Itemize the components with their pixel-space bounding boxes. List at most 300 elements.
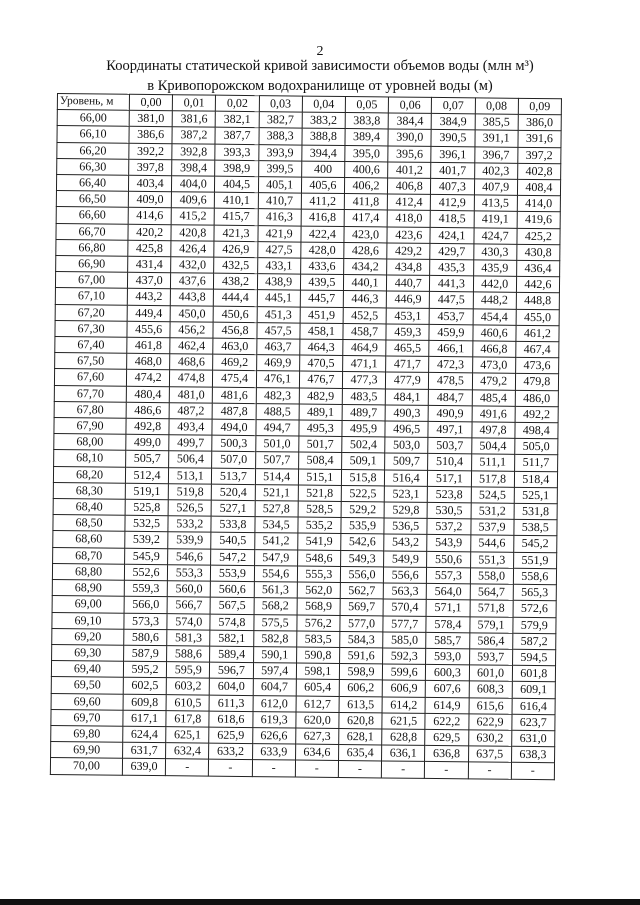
volume-cell: 606,2 — [339, 680, 382, 697]
volume-cell: 486,6 — [126, 402, 169, 419]
volume-cell: 410,7 — [258, 193, 301, 210]
volume-cell: 505,0 — [514, 439, 557, 456]
volume-cell: 407,9 — [474, 179, 517, 196]
volume-cell: 450,0 — [170, 305, 213, 322]
volume-cell: 416,8 — [301, 209, 344, 226]
volume-cell: 410,1 — [215, 192, 258, 209]
volume-cell: 579,9 — [513, 617, 556, 634]
volume-cell: 505,7 — [126, 451, 169, 468]
volume-cell: 471,7 — [386, 356, 429, 373]
volume-cell: 389,4 — [345, 129, 388, 146]
volume-cell: 618,6 — [209, 711, 252, 728]
volume-cell: 405,6 — [301, 177, 344, 194]
volume-cell: 562,7 — [340, 583, 383, 600]
volume-cell: 408,4 — [517, 179, 560, 196]
volume-cell: 534,5 — [254, 517, 297, 534]
volume-cell: 397,8 — [129, 159, 172, 176]
volume-cell: 426,4 — [171, 241, 214, 258]
volume-cell: 420,2 — [128, 224, 171, 241]
volume-cell: 400 — [301, 161, 344, 178]
volume-cell: 451,9 — [300, 307, 343, 324]
level-cell: 67,50 — [55, 353, 127, 370]
volume-cell: 586,4 — [469, 633, 512, 650]
level-cell: 67,00 — [55, 272, 127, 289]
volume-cell: 428,6 — [344, 242, 387, 259]
volume-cell: 497,1 — [428, 421, 471, 438]
volume-cell: 443,8 — [170, 289, 213, 306]
volume-cell: 429,2 — [387, 243, 430, 260]
volume-cell: 631,0 — [511, 730, 554, 747]
volume-cell: 593,7 — [469, 649, 512, 666]
volume-cell: 567,5 — [210, 597, 253, 614]
volume-cell: 626,6 — [252, 728, 295, 745]
volume-cell: - — [381, 761, 424, 778]
volume-cell: 430,8 — [516, 244, 559, 261]
level-cell: 67,20 — [55, 304, 127, 321]
document-title-line2: в Кривопорожском водохранилище от уровней воды (м) — [147, 78, 493, 94]
volume-cell: 412,9 — [431, 195, 474, 212]
volume-cell: 511,1 — [471, 454, 514, 471]
volume-cell: 552,6 — [124, 564, 167, 581]
volume-cell: 446,9 — [386, 291, 429, 308]
volume-cell: 495,3 — [299, 420, 342, 437]
volume-cell: 499,0 — [126, 435, 169, 452]
volume-cell: 481,0 — [169, 386, 212, 403]
volume-cell: 531,2 — [471, 503, 514, 520]
volume-cell: 435,3 — [430, 259, 473, 276]
level-cell: 67,40 — [55, 337, 127, 354]
volume-cell: 463,7 — [256, 339, 299, 356]
volume-cell: 541,9 — [297, 534, 340, 551]
volume-cell: 578,4 — [426, 616, 469, 633]
volume-cell: 537,9 — [470, 519, 513, 536]
volume-cell: 612,0 — [253, 695, 296, 712]
volume-cell: 509,1 — [342, 453, 385, 470]
volume-cell: 392,2 — [129, 143, 172, 160]
volume-cell: 445,7 — [300, 290, 343, 307]
volume-cell: 520,4 — [212, 484, 255, 501]
volume-cell: 485,4 — [472, 390, 515, 407]
volume-cell: 541,2 — [254, 533, 297, 550]
volume-cell: 456,2 — [170, 322, 213, 339]
volume-cell: 582,8 — [253, 630, 296, 647]
volume-cell: 442,0 — [473, 276, 516, 293]
volume-cell: 575,5 — [253, 614, 296, 631]
volume-cell: 417,4 — [344, 210, 387, 227]
volume-cell: 561,3 — [254, 582, 297, 599]
volume-cell: 501,7 — [298, 436, 341, 453]
volume-cell: 583,5 — [296, 631, 339, 648]
volume-cell: 553,9 — [211, 565, 254, 582]
volume-cell: 614,9 — [425, 697, 468, 714]
volume-cell: 387,7 — [215, 128, 258, 145]
volume-cell: 555,3 — [297, 566, 340, 583]
volume-cell: 386,6 — [129, 127, 172, 144]
level-cell: 66,20 — [57, 142, 129, 159]
volume-cell: 636,1 — [382, 745, 425, 762]
volume-cell: 624,4 — [123, 726, 166, 743]
level-cell: 67,80 — [54, 401, 126, 418]
volume-cell: 587,2 — [512, 633, 555, 650]
volume-cell: 406,8 — [388, 178, 431, 195]
level-cell: 68,60 — [53, 531, 125, 548]
volume-cell: 386,0 — [518, 115, 561, 132]
volume-cell: 400,6 — [345, 161, 388, 178]
header-cell: 0,04 — [302, 96, 345, 113]
volume-cell: 464,3 — [300, 339, 343, 356]
level-cell: 68,20 — [53, 466, 125, 483]
volume-cell: 398,4 — [172, 160, 215, 177]
volume-cell: 391,1 — [474, 130, 517, 147]
volume-cell: 589,4 — [210, 646, 253, 663]
volume-cell: 496,5 — [385, 421, 428, 438]
volume-cell: 537,2 — [427, 519, 470, 536]
volume-cell: 489,1 — [299, 404, 342, 421]
volume-cell: 463,0 — [213, 338, 256, 355]
volume-cell: 603,2 — [166, 678, 209, 695]
volume-cell: 507,7 — [255, 452, 298, 469]
volume-cell: 544,6 — [470, 535, 513, 552]
volume-cell: 412,4 — [387, 194, 430, 211]
volume-cell: 438,9 — [257, 274, 300, 291]
level-cell: 69,70 — [51, 709, 123, 726]
volume-cell: 492,8 — [126, 418, 169, 435]
volume-cell: 403,4 — [128, 175, 171, 192]
volume-cell: 513,1 — [169, 467, 212, 484]
level-cell: 68,80 — [52, 563, 124, 580]
volume-cell: 486,0 — [515, 390, 558, 407]
volume-cell: 595,2 — [123, 661, 166, 678]
volume-cell: 543,2 — [384, 534, 427, 551]
volume-cell: 433,1 — [257, 258, 300, 275]
volume-cell: 553,3 — [168, 565, 211, 582]
volume-cell: 462,4 — [170, 338, 213, 355]
volume-cell: 445,1 — [257, 290, 300, 307]
volume-cell: 596,7 — [210, 662, 253, 679]
volume-cell: 476,7 — [299, 372, 342, 389]
volume-cell: 621,5 — [382, 713, 425, 730]
volume-cell: 453,7 — [429, 308, 472, 325]
level-cell: 68,30 — [53, 482, 125, 499]
volume-cell: 533,2 — [168, 516, 211, 533]
volume-cell: 419,6 — [517, 212, 560, 229]
volume-cell: 529,8 — [384, 502, 427, 519]
volume-cell: 467,4 — [515, 341, 558, 358]
volume-cell: 523,8 — [428, 486, 471, 503]
volume-cell: 511,7 — [514, 455, 557, 472]
volume-cell: 510,4 — [428, 454, 471, 471]
volume-cell: 429,7 — [430, 243, 473, 260]
volume-cell: 382,7 — [259, 112, 302, 129]
volume-cell: 610,5 — [166, 694, 209, 711]
volume-cell: 503,7 — [428, 438, 471, 455]
volume-cell: 491,6 — [472, 406, 515, 423]
volume-cell: 479,2 — [472, 373, 515, 390]
volume-cell: 569,7 — [340, 599, 383, 616]
volume-cell: 487,8 — [212, 403, 255, 420]
volume-cell: 605,4 — [296, 679, 339, 696]
volume-cell: 442,6 — [516, 277, 559, 294]
volume-cell: 580,6 — [124, 629, 167, 646]
volume-cell: 455,6 — [127, 321, 170, 338]
volume-cell: 571,1 — [426, 600, 469, 617]
level-cell: 67,30 — [55, 320, 127, 337]
volume-cell: 636,8 — [425, 746, 468, 763]
volume-cell: 409,6 — [171, 192, 214, 209]
volume-cell: 390,5 — [431, 130, 474, 147]
volume-cell: 585,0 — [383, 632, 426, 649]
volume-cell: 500,3 — [212, 435, 255, 452]
document-title-line1: Координаты статической кривой зависимости объемов воды (млн м³) — [106, 58, 534, 74]
volume-cell: 448,8 — [516, 293, 559, 310]
volume-cell: 381,0 — [129, 110, 172, 127]
volume-cell: 590,1 — [253, 646, 296, 663]
volume-cell: 533,8 — [211, 516, 254, 533]
volume-cell: 611,3 — [209, 695, 252, 712]
volume-cell: 422,4 — [301, 226, 344, 243]
volume-cell: 443,2 — [127, 289, 170, 306]
volume-cell: 397,2 — [517, 147, 560, 164]
volume-cell: 628,8 — [382, 729, 425, 746]
volume-cell: 577,7 — [383, 615, 426, 632]
volume-cell: 391,6 — [518, 131, 561, 148]
volume-cell: 514,4 — [255, 468, 298, 485]
volume-cell: 459,9 — [429, 324, 472, 341]
volume-table — [50, 93, 562, 780]
volume-cell: 566,0 — [124, 597, 167, 614]
volume-cell: 628,1 — [339, 728, 382, 745]
volume-cell: - — [338, 761, 381, 778]
volume-cell: 508,4 — [298, 453, 341, 470]
volume-cell: 517,8 — [471, 471, 514, 488]
volume-cell: 436,4 — [516, 260, 559, 277]
volume-cell: 629,5 — [425, 729, 468, 746]
header-cell: 0,08 — [475, 98, 518, 115]
volume-cell: 398,9 — [215, 160, 258, 177]
volume-cell: 598,1 — [296, 663, 339, 680]
volume-cell: 492,2 — [515, 406, 558, 423]
header-cell: 0,06 — [388, 97, 431, 114]
volume-cell: - — [166, 759, 209, 776]
volume-cell: 414,6 — [128, 208, 171, 225]
volume-cell: 435,9 — [473, 260, 516, 277]
volume-cell: 558,6 — [513, 568, 556, 585]
volume-cell: 592,3 — [383, 648, 426, 665]
volume-cell: 506,4 — [169, 451, 212, 468]
volume-cell: 479,8 — [515, 374, 558, 391]
volume-cell: 425,8 — [128, 240, 171, 257]
volume-cell: 565,3 — [513, 584, 556, 601]
volume-cell: 487,2 — [169, 403, 212, 420]
volume-cell: 625,1 — [166, 727, 209, 744]
volume-cell: 383,2 — [302, 112, 345, 129]
volume-cell: 499,7 — [169, 435, 212, 452]
volume-cell: - — [468, 762, 511, 779]
volume-cell: 593,0 — [426, 648, 469, 665]
volume-cell: 573,3 — [124, 613, 167, 630]
volume-cell: 527,1 — [211, 500, 254, 517]
page-number: 2 — [316, 44, 324, 59]
volume-cell: 452,5 — [343, 307, 386, 324]
volume-cell: 522,5 — [341, 485, 384, 502]
volume-cell: 556,0 — [340, 566, 383, 583]
volume-cell: 411,2 — [301, 193, 344, 210]
volume-cell: 637,5 — [468, 746, 511, 763]
volume-cell: 411,8 — [344, 194, 387, 211]
volume-cell: 620,8 — [339, 712, 382, 729]
volume-cell: 456,8 — [213, 322, 256, 339]
volume-cell: 609,1 — [512, 682, 555, 699]
volume-cell: 525,1 — [514, 487, 557, 504]
volume-cell: 490,9 — [428, 405, 471, 422]
volume-cell: 504,4 — [471, 438, 514, 455]
volume-cell: 387,2 — [172, 127, 215, 144]
level-cell: 69,30 — [52, 644, 124, 661]
volume-cell: 488,5 — [256, 403, 299, 420]
volume-cell: 507,0 — [212, 452, 255, 469]
volume-cell: 598,9 — [339, 664, 382, 681]
volume-cell: 542,6 — [341, 534, 384, 551]
level-cell: 68,40 — [53, 499, 125, 516]
level-cell: 70,00 — [50, 758, 122, 775]
volume-cell: 574,8 — [210, 614, 253, 631]
volume-cell: 638,3 — [511, 746, 554, 763]
volume-cell: 519,1 — [125, 483, 168, 500]
level-cell: 69,90 — [51, 742, 123, 759]
bottom-border-line — [0, 899, 640, 905]
volume-cell: 447,5 — [430, 292, 473, 309]
level-cell: 66,30 — [57, 158, 129, 175]
volume-cell: 405,1 — [258, 177, 301, 194]
volume-cell: 562,0 — [297, 582, 340, 599]
volume-cell: 528,5 — [298, 501, 341, 518]
volume-cell: 590,8 — [296, 647, 339, 664]
volume-cell: 434,8 — [387, 259, 430, 276]
volume-cell: 615,6 — [469, 697, 512, 714]
volume-cell: 591,6 — [339, 647, 382, 664]
volume-cell: 560,0 — [167, 581, 210, 598]
volume-cell: 439,5 — [300, 274, 343, 291]
volume-cell: 604,0 — [210, 678, 253, 695]
volume-cell: 396,1 — [431, 146, 474, 163]
volume-cell: 450,6 — [213, 306, 256, 323]
volume-cell: 536,5 — [384, 518, 427, 535]
volume-cell: 631,7 — [123, 742, 166, 759]
volume-cell: 489,7 — [342, 404, 385, 421]
volume-cell: 608,3 — [469, 681, 512, 698]
volume-cell: 521,1 — [255, 484, 298, 501]
volume-cell: 632,4 — [166, 743, 209, 760]
volume-cell: 549,9 — [384, 551, 427, 568]
volume-cell: 461,2 — [516, 325, 559, 342]
volume-cell: 464,9 — [343, 340, 386, 357]
volume-cell: 401,2 — [388, 162, 431, 179]
level-cell: 69,80 — [51, 725, 123, 742]
volume-cell: - — [425, 762, 468, 779]
volume-cell: 535,9 — [341, 518, 384, 535]
volume-cell: 547,9 — [254, 549, 297, 566]
volume-cell: 472,3 — [429, 357, 472, 374]
volume-cell: 539,2 — [125, 532, 168, 549]
volume-cell: 409,0 — [128, 191, 171, 208]
volume-cell: 606,9 — [382, 680, 425, 697]
volume-cell: 595,9 — [167, 662, 210, 679]
volume-cell: 468,6 — [170, 354, 213, 371]
volume-cell: 434,2 — [344, 259, 387, 276]
volume-cell: 503,0 — [385, 437, 428, 454]
volume-cell: 427,5 — [257, 241, 300, 258]
volume-cell: 585,7 — [426, 632, 469, 649]
volume-cell: 423,6 — [387, 227, 430, 244]
volume-cell: 428,0 — [301, 242, 344, 259]
volume-cell: 635,4 — [338, 745, 381, 762]
volume-cell: 526,5 — [168, 500, 211, 517]
level-cell: 67,90 — [54, 418, 126, 435]
volume-cell: 440,7 — [387, 275, 430, 292]
volume-cell: 466,8 — [472, 341, 515, 358]
volume-cell: 459,3 — [386, 324, 429, 341]
volume-cell: 620,0 — [296, 712, 339, 729]
volume-cell: 518,4 — [514, 471, 557, 488]
volume-cell: 404,0 — [172, 176, 215, 193]
volume-cell: 451,3 — [257, 306, 300, 323]
volume-cell: 437,6 — [171, 273, 214, 290]
volume-cell: 471,1 — [343, 356, 386, 373]
volume-cell: 532,5 — [125, 516, 168, 533]
volume-cell: 402,3 — [474, 163, 517, 180]
volume-cell: 516,4 — [385, 470, 428, 487]
volume-cell: 613,5 — [339, 696, 382, 713]
volume-cell: 524,5 — [471, 487, 514, 504]
volume-cell: 587,9 — [124, 645, 167, 662]
header-level: Уровень, м — [57, 94, 129, 111]
volume-cell: 415,2 — [171, 208, 214, 225]
volume-cell: 474,8 — [170, 370, 213, 387]
volume-cell: 525,8 — [125, 499, 168, 516]
volume-cell: 568,2 — [254, 598, 297, 615]
level-cell: 69,50 — [51, 677, 123, 694]
volume-cell: 535,2 — [298, 517, 341, 534]
volume-cell: 622,9 — [468, 714, 511, 731]
volume-cell: 453,1 — [386, 308, 429, 325]
volume-cell: 527,8 — [255, 501, 298, 518]
volume-cell: 509,7 — [385, 453, 428, 470]
volume-cell: 493,4 — [169, 419, 212, 436]
volume-cell: 482,9 — [299, 388, 342, 405]
level-cell: 69,10 — [52, 612, 124, 629]
volume-cell: 404,5 — [215, 176, 258, 193]
volume-cell: 582,1 — [210, 630, 253, 647]
volume-cell: 490,3 — [385, 405, 428, 422]
volume-cell: 407,3 — [431, 178, 474, 195]
volume-cell: 558,0 — [470, 568, 513, 585]
level-cell: 68,00 — [54, 434, 126, 451]
volume-cell: 530,5 — [427, 502, 470, 519]
header-cell: 0,05 — [345, 97, 388, 114]
volume-cell: 515,1 — [298, 469, 341, 486]
volume-cell: 470,5 — [299, 355, 342, 372]
volume-cell: 494,0 — [212, 419, 255, 436]
volume-cell: 469,2 — [213, 354, 256, 371]
volume-cell: 481,6 — [213, 387, 256, 404]
volume-cell: 517,1 — [428, 470, 471, 487]
volume-cell: 597,4 — [253, 663, 296, 680]
volume-cell: 414,0 — [517, 196, 560, 213]
volume-cell: 497,8 — [471, 422, 514, 439]
volume-cell: 540,5 — [211, 533, 254, 550]
volume-cell: 477,9 — [386, 372, 429, 389]
volume-cell: 482,3 — [256, 387, 299, 404]
